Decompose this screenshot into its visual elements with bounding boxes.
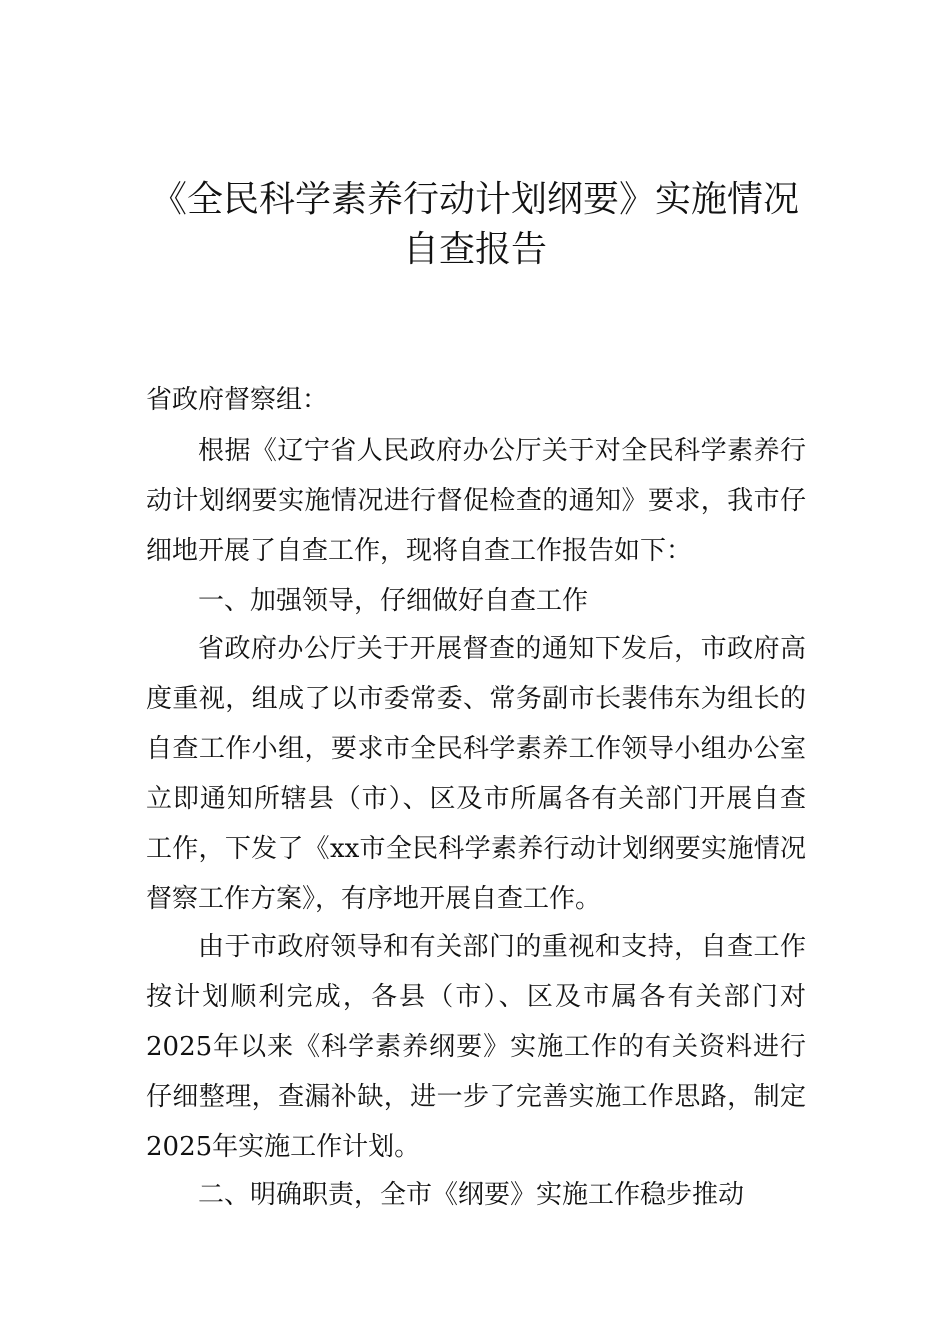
section-heading-1: 一、加强领导，仔细做好自查工作 — [198, 586, 589, 616]
paragraph-intro: 根据《辽宁省人民政府办公厅关于对全民科学素养行动计划纲要实施情况进行督促检查的通知》要求，我市仔细地开展了自查工作，现将自查工作报告如下： — [146, 436, 806, 566]
paragraph-section-1-b: 由于市政府领导和有关部门的重视和支持，自查工作按计划顺利完成，各县（市）、区及市属各有关部门对2025年以来《科学素养纲要》实施工作的有关资料进行仔细整理，查漏补缺，进一步了完善实施工作思路，制定2025年实施工作计划。 — [146, 932, 806, 1162]
section-heading-2: 二、明确职责，全市《纲要》实施工作稳步推动 — [198, 1180, 745, 1210]
document-title-line-1: 《全民科学素养行动计划纲要》实施情况 — [150, 179, 799, 220]
salutation: 省政府督察组： — [146, 385, 329, 415]
paragraph-section-1-a: 省政府办公厅关于开展督查的通知下发后，市政府高度重视，组成了以市委常委、常务副市长裴伟东为组长的自查工作小组，要求市全民科学素养工作领导小组办公室立即通知所辖县（市）、区及市所属各有关部门开展自查工作，下发了《xx市全民科学素养行动计划纲要实施情况督察工作方案》，有序地开展自查工作。 — [146, 634, 806, 914]
document-title-line-2: 自查报告 — [402, 229, 547, 270]
